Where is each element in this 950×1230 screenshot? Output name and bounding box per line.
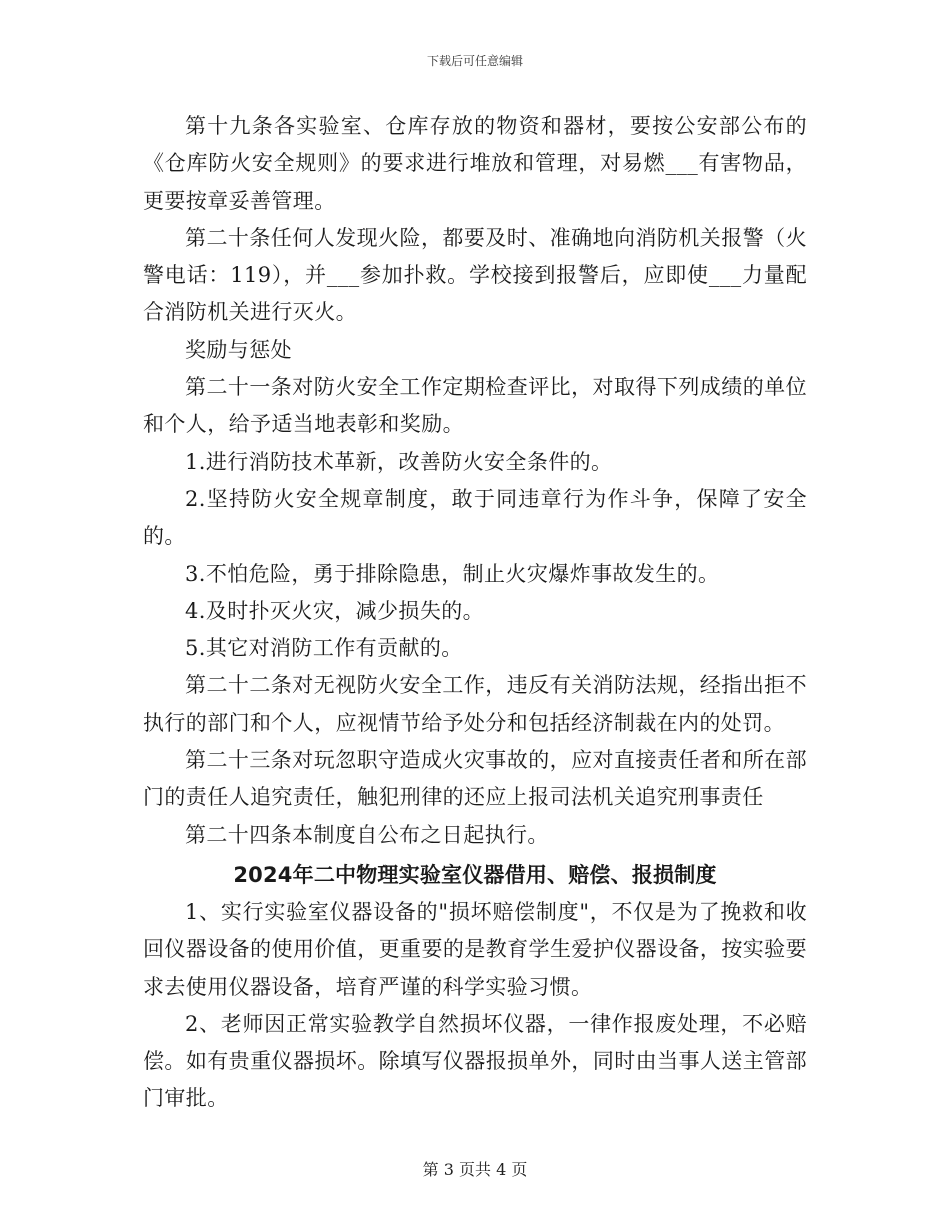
list-item-1: 1.进行消防技术革新，改善防火安全条件的。 [185,449,613,474]
paragraph-article-21: 第二十一条对防火安全工作定期检查评比，对取得下列成绩的单位和个人，给予适当地表彰和奖励。 [143,375,807,437]
document-body [143,108,807,1118]
list-item-3: 3.不怕危险，勇于排除隐患，制止火灾爆炸事故发生的。 [185,561,720,586]
paragraph-article-20: 第二十条任何人发现火险，都要及时、准确地向消防机关报警（火警电话：119），并___参加扑救。学校接到报警后，应即使___力量配合消防机关进行灭火。 [143,225,807,325]
paragraph-rule-1: 1、实行实验室仪器设备的"损坏赔偿制度"，不仅是为了挽救和收回仪器设备的使用价值，更重要的是教育学生爱护仪器设备，按实验要求去使用仪器设备，培育严谨的科学实验习惯。 [143,899,807,999]
section-title: 2024年二中物理实验室仪器借用、赔偿、报损制度 [233,862,717,887]
subheading-rewards-penalties: 奖励与惩处 [185,337,292,362]
paragraph-rule-2: 2、老师因正常实验教学自然损坏仪器，一律作报废处理，不必赔偿。如有贵重仪器损坏。除填写仪器报损单外，同时由当事人送主管部门审批。 [143,1011,807,1111]
paragraph-article-24: 第二十四条本制度自公布之日起执行。 [185,822,549,847]
paragraph-article-19: 第十九条各实验室、仓库存放的物资和器材，要按公安部公布的《仓库防火安全规则》的要求进行堆放和管理，对易燃___有害物品，更要按章妥善管理。 [143,114,807,213]
list-item-2: 2.坚持防火安全规章制度，敢于同违章行为作斗争，保障了安全的。 [143,486,807,549]
header-note: 下载后可任意编辑 [426,54,523,68]
list-item-5: 5.其它对消防工作有贡献的。 [185,636,463,661]
paragraph-article-23: 第二十三条对玩忽职守造成火灾事故的，应对直接责任者和所在部门的责任人追究责任，触犯刑律的还应上报司法机关追究刑事责任 [143,748,807,810]
paragraph-article-22: 第二十二条对无视防火安全工作，违反有关消防法规，经指出拒不执行的部门和个人，应视情节给予处分和包括经济制裁在内的处罚。 [143,673,807,735]
list-item-4: 4.及时扑灭火灾，减少损失的。 [185,598,485,623]
page-footer: 第 3 页共 4 页 [422,1160,528,1179]
